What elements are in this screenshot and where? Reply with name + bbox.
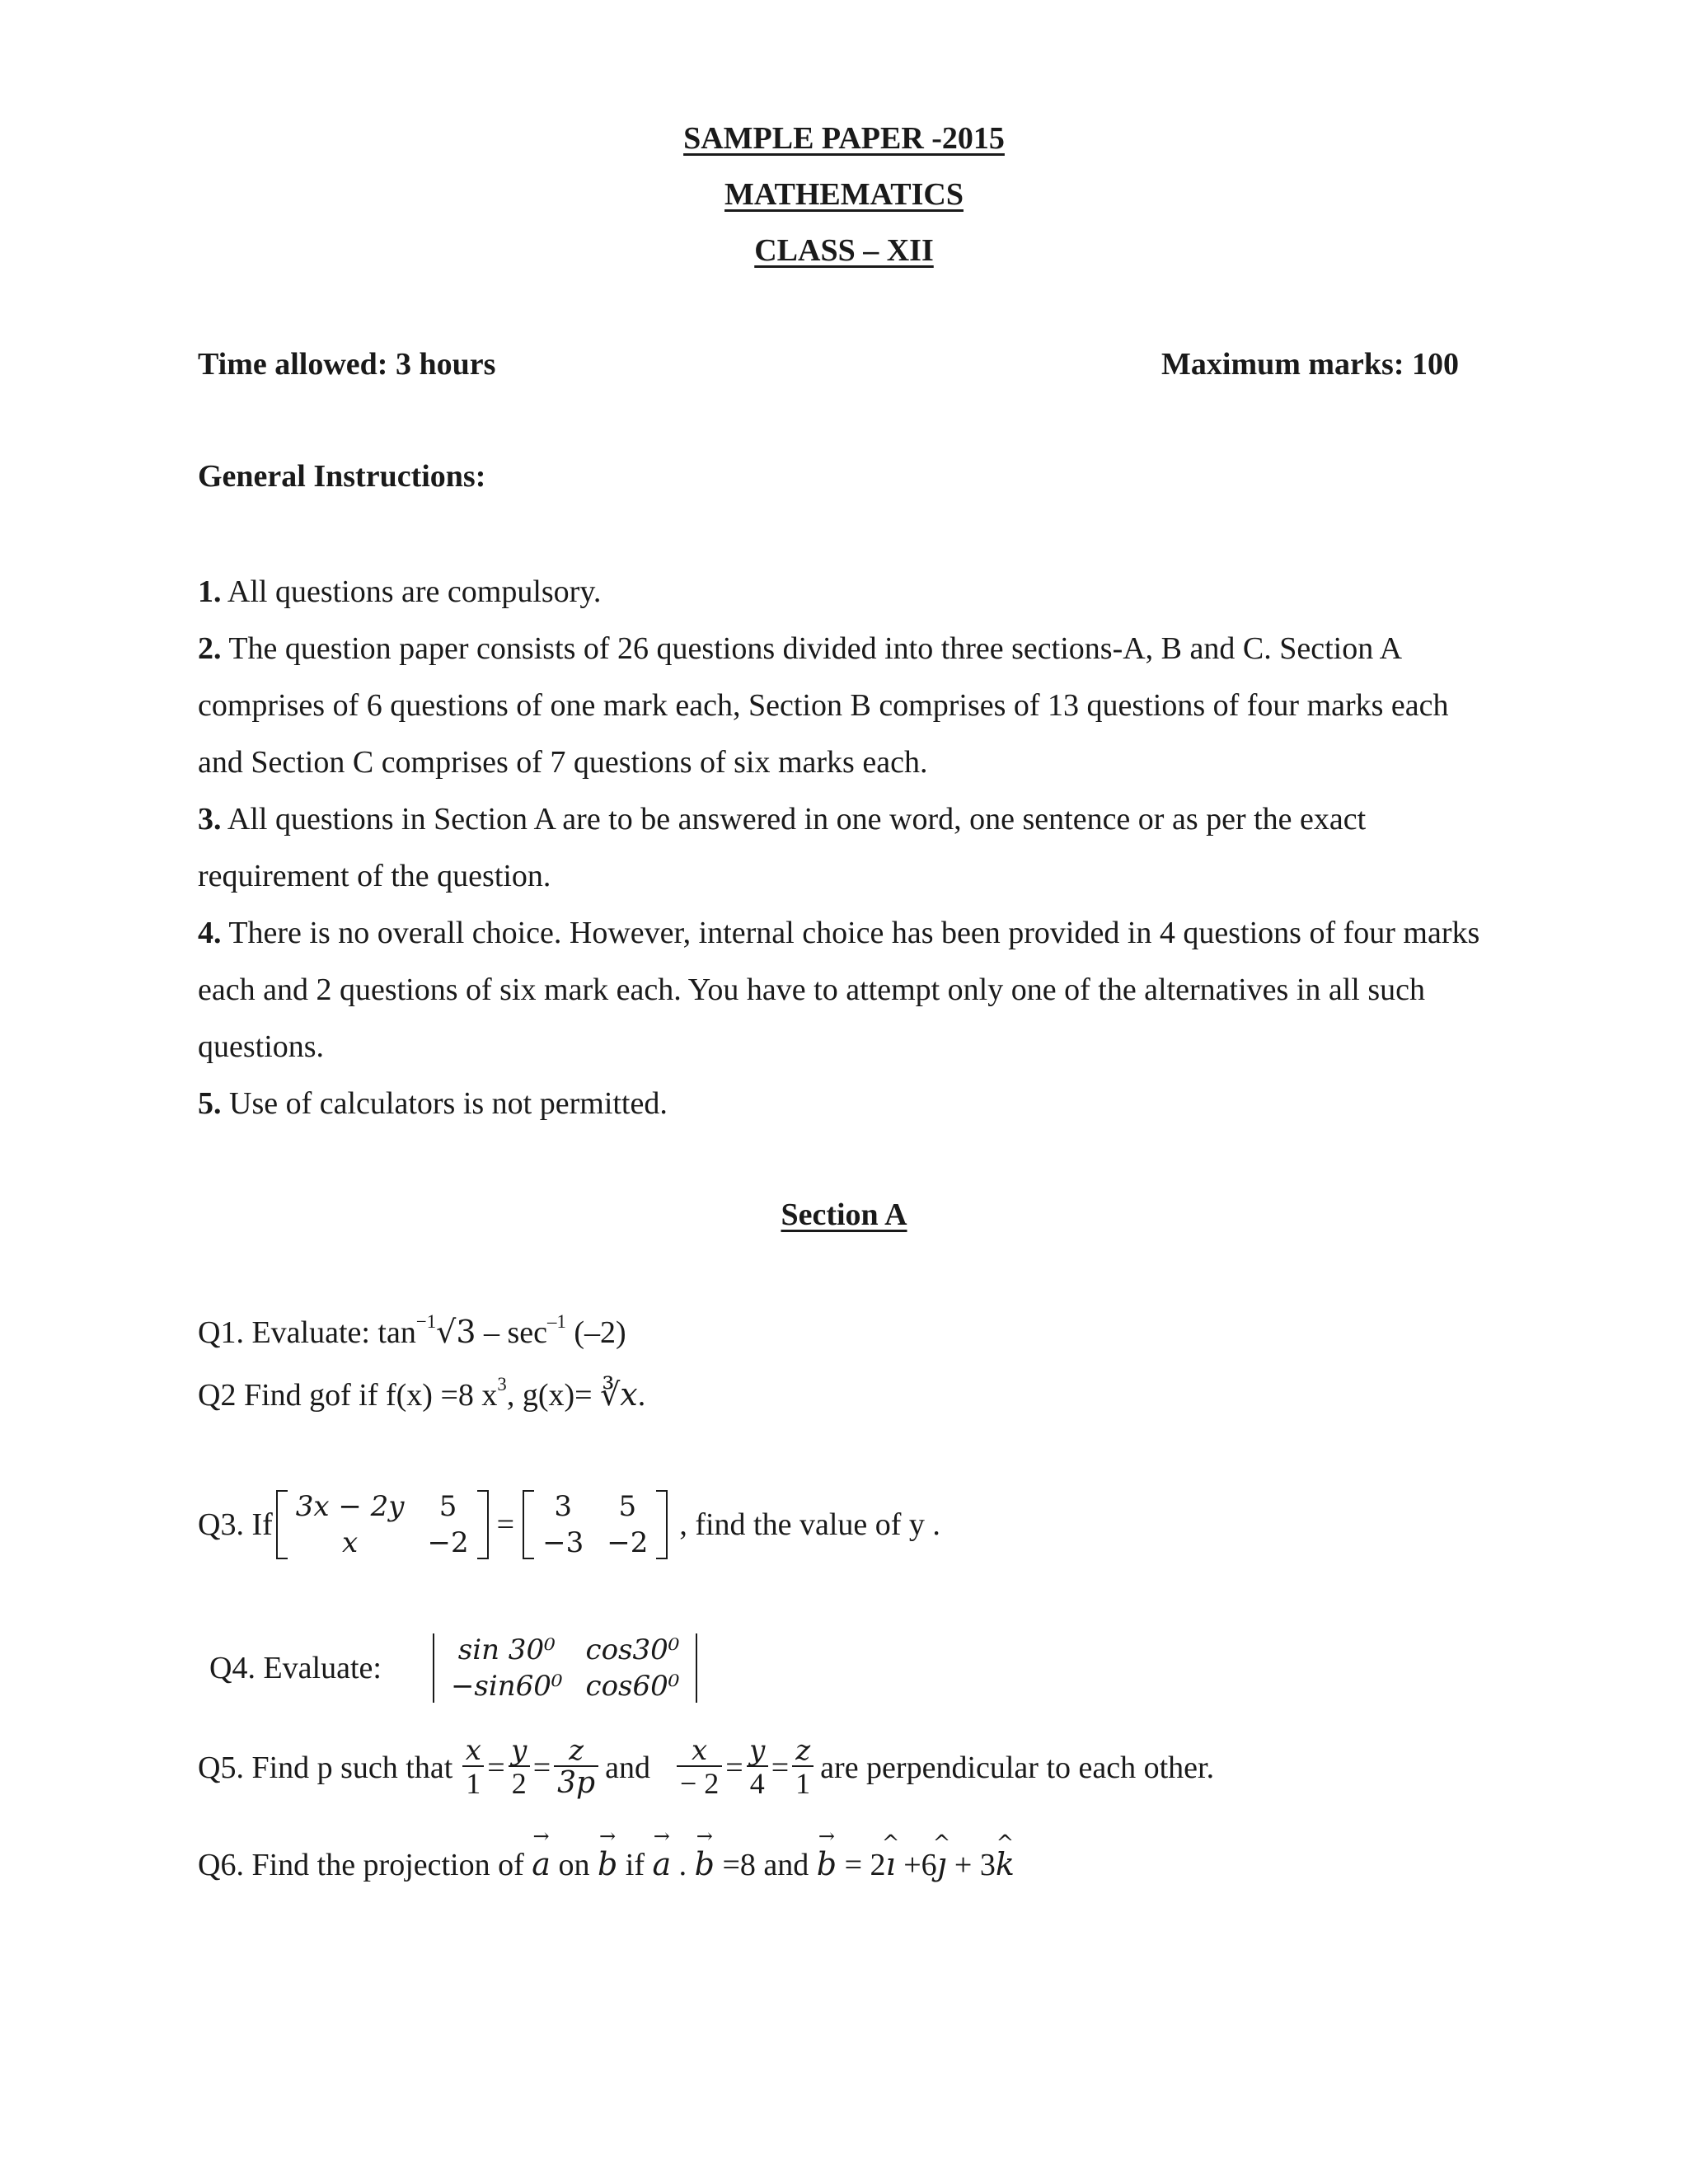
instructions-heading: General Instructions: <box>198 459 486 494</box>
question-3: Q3. If 3x − 2y 5 x −2 = 3 5 −3 −2 , find the value of y . <box>198 1490 940 1559</box>
question-1: Q1. Evaluate: $\tan^{-1}√3 - \sec^{-1} (-2)$ <box>198 1310 626 1350</box>
section-a-heading: Section A <box>781 1197 907 1232</box>
determinant: sin 30⁰ cos30⁰ −sin60⁰ cos60⁰ <box>431 1632 699 1704</box>
instruction-item: 1. All questions are compulsory. <box>198 574 602 609</box>
class-title: CLASS – XII <box>754 233 934 268</box>
question-2: Q2 Find gof if f(x) =8 $x^3$, g(x)= ∛x. <box>198 1373 646 1413</box>
instruction-item: 5. Use of calculators is not permitted. <box>198 1086 668 1121</box>
instruction-item: 3. All questions in Section A are to be answered in one word, one sentence or as per the exact requirement of the question. <box>198 802 1367 893</box>
time-allowed: Time allowed: 3 hours <box>198 347 496 382</box>
question-5: Q5. Find p such that $\frac{x}{1}$ = $\frac{y}{2}$ = $\frac{z}{3p}$ and $\frac{x}{- 2}$ = $\frac{y}{4}$ = $\frac{z}{1}$ are perpendicular to each other. <box>198 1734 1215 1800</box>
subject-title: MATHEMATICS <box>724 177 964 212</box>
instruction-item: 4. There is no overall choice. However, internal choice has been provided in 4 questions of four marks each and 2 questions of six mark each. You have to attempt only one of the alternatives in all such questions. <box>198 916 1480 1064</box>
matrix-right: 3 5 −3 −2 <box>523 1488 668 1561</box>
instructions-list <box>198 564 1484 1132</box>
question-6: Q6. Find the projection of → a on → b if → a . → b =8 and → b = 2^ ı +6^ ȷ + 3^ k <box>198 1846 1015 1883</box>
question-4: Q4. Evaluate: sin 30⁰ cos30⁰ −sin60⁰ cos60⁰ <box>209 1632 699 1704</box>
paper-title: SAMPLE PAPER -2015 <box>683 121 1005 156</box>
instruction-item: 2. The question paper consists of 26 questions divided into three sections-A, B and C. Section A comprises of 6 questions of one mark each, Section B comprises of 13 questions of four marks each and Section C comprises of 7 questions of six marks each. <box>198 631 1449 780</box>
matrix-left: 3x − 2y 5 x −2 <box>276 1488 489 1561</box>
maximum-marks: Maximum marks: 100 <box>1161 347 1459 382</box>
